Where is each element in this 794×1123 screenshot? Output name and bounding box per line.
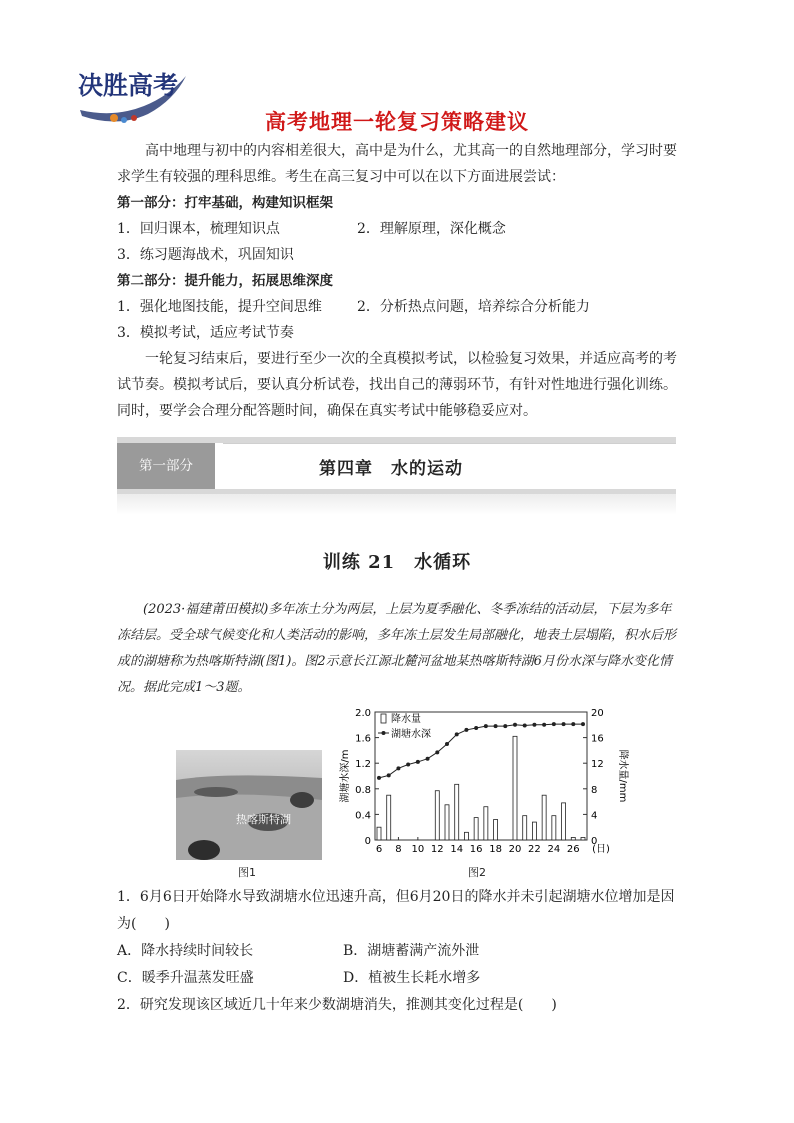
x-tick-label: 10: [411, 844, 425, 855]
depth-point: [484, 724, 488, 728]
part1-item: 2．理解原理，深化概念: [357, 221, 506, 237]
precip-bar: [552, 816, 556, 840]
part1-row: [117, 216, 677, 242]
left-tick-label: 0.8: [355, 784, 371, 796]
part2-heading: 第二部分：提升能力，拓展思维深度: [117, 273, 333, 289]
precip-bar: [435, 791, 439, 840]
photo-label: 热喀斯特湖: [236, 813, 291, 826]
depth-point: [562, 722, 566, 726]
question-intro: [117, 597, 677, 701]
page-title: 高考地理一轮复习策略建议: [265, 110, 529, 134]
strategy-text: [117, 138, 677, 424]
precip-bar: [377, 827, 381, 840]
depth-point: [387, 773, 391, 777]
depth-point: [542, 723, 546, 727]
figure2-caption: 图2: [468, 866, 486, 879]
legend-depth-label: 湖塘水深: [391, 729, 431, 740]
precip-bar: [532, 822, 536, 840]
part2-item: 3．模拟考试，适应考试节奏: [117, 325, 294, 341]
legend-precip-label: 降水量: [391, 714, 421, 725]
q1-options-row: [117, 965, 687, 992]
q1-option-c: C．暖季升温蒸发旺盛: [117, 970, 254, 986]
depth-point: [503, 724, 507, 728]
right-tick-label: 12: [591, 759, 604, 771]
thermokarst-lake-photo: [176, 750, 322, 860]
precip-bar: [387, 795, 391, 840]
part1-item: 3．练习题海战术，巩固知识: [117, 247, 294, 263]
part2-row: [117, 294, 677, 320]
part2-row: [117, 320, 677, 346]
left-tick-label: 1.6: [355, 733, 371, 745]
precip-bar: [494, 820, 498, 840]
right-tick-label: 20: [591, 708, 604, 719]
depth-point: [416, 760, 420, 764]
chapter-banner: [117, 437, 676, 515]
part1-row: [117, 242, 677, 268]
depth-point: [464, 728, 468, 732]
precip-bar: [455, 784, 459, 840]
figure1-caption: 图1: [238, 866, 256, 879]
q1-option-d: D．植被生长耗水增多: [343, 970, 481, 986]
x-tick-label: 24: [547, 844, 561, 855]
q1-option-b: B．湖塘蓄满产流外泄: [343, 943, 480, 959]
precip-bar: [474, 818, 478, 840]
part-label: 第一部分: [117, 443, 215, 489]
precip-bar: [562, 803, 566, 840]
depth-point: [377, 776, 381, 780]
depth-point: [532, 723, 536, 727]
right-tick-label: 0: [591, 836, 598, 847]
depth-point: [435, 750, 439, 754]
precip-bar: [581, 837, 585, 840]
precip-bar: [445, 805, 449, 840]
right-tick-label: 16: [591, 733, 604, 745]
x-tick-label: 8: [395, 844, 402, 855]
x-tick-label: 18: [489, 844, 502, 855]
precip-bar: [464, 832, 468, 840]
part2-item: 2．分析热点问题，培养综合分析能力: [357, 299, 590, 315]
depth-point: [406, 762, 410, 766]
depth-point: [474, 726, 478, 730]
closing-paragraph: 一轮复习结束后，要进行至少一次的全真模拟考试，以检验复习效果，并适应高考的考试节奏。模拟考试后，要认真分析试卷，找出自己的薄弱环节，有针对性地进行强化训练。同时，要学会合理分配答题时间，确保在真实考试中能够稳妥应对。: [117, 351, 677, 419]
left-tick-label: 2.0: [355, 708, 371, 719]
right-axis-label: 降水量/mm: [617, 749, 628, 803]
q2-stem: 2．研究发现该区域近几十年来少数湖塘消失，推测其变化过程是( ): [117, 997, 557, 1013]
part2-item: 1．强化地图技能，提升空间思维: [117, 299, 322, 315]
left-axis-label: 湖塘水深/m: [340, 749, 351, 803]
depth-point: [581, 722, 585, 726]
q1-stem: 1．6月6日开始降水导致湖塘水位迅速升高，但6月20日的降水并未引起湖塘水位增加是因为( ): [117, 889, 675, 932]
x-tick-label: 26: [566, 844, 580, 855]
legend-bar-swatch: [381, 714, 386, 723]
depth-point: [445, 742, 449, 746]
x-tick-label: 16: [469, 844, 483, 855]
svg-text:决胜高考: 决胜高考: [78, 71, 179, 100]
q1-option-a: A．降水持续时间较长: [117, 943, 254, 959]
x-tick-label: 12: [430, 844, 444, 855]
part1-heading: 第一部分：打牢基础，构建知识框架: [117, 195, 333, 211]
right-tick-label: 4: [591, 810, 598, 822]
q1-options-row: [117, 938, 687, 965]
depth-point: [396, 766, 400, 770]
precip-bar: [571, 837, 575, 840]
left-tick-label: 0.4: [355, 810, 371, 822]
depth-point: [523, 723, 527, 727]
depth-point: [552, 722, 556, 726]
x-tick-label: 20: [508, 844, 522, 855]
precip-bar: [542, 795, 546, 840]
question-intro-text: (2023·福建莆田模拟)多年冻土分为两层，上层为夏季融化、冬季冻结的活动层，下层为多年冻结层。受全球气候变化和人类活动的影响，多年冻土层发生局部融化，地表土层塌陷，积水后形成的湖塘称为热喀斯特湖(图1)。图2示意长江源北麓河盆地某热喀斯特湖6月份水深与降水变化情况。据此完成1～3题。: [117, 602, 677, 695]
depth-point: [513, 723, 517, 727]
left-tick-label: 0: [364, 836, 371, 847]
depth-point: [571, 722, 575, 726]
left-tick-label: 1.2: [355, 759, 371, 771]
water-depth-precipitation-chart: [330, 702, 630, 864]
questions: [117, 884, 687, 1019]
x-tick-label: 14: [450, 844, 464, 855]
depth-point: [426, 757, 430, 761]
x-axis-label: (日): [592, 844, 610, 855]
precip-bar: [513, 736, 517, 840]
depth-point: [455, 732, 459, 736]
right-tick-label: 8: [591, 784, 598, 796]
intro-paragraph: 高中地理与初中的内容相差很大，高中是为什么，尤其高一的自然地理部分，学习时要求学生有较强的理科思维。考生在高三复习中可以在以下方面进展尝试：: [117, 143, 677, 185]
depth-point: [494, 724, 498, 728]
precip-bar: [523, 816, 527, 840]
chapter-title: 第四章 水的运动: [319, 459, 463, 479]
legend-line-dot: [382, 731, 386, 735]
x-tick-label: 22: [528, 844, 541, 855]
x-tick-label: 6: [375, 844, 383, 855]
precip-bar: [484, 807, 488, 840]
part1-item: 1．回归课本，梳理知识点: [117, 221, 280, 237]
training-title: 训练 21 水循环: [322, 552, 472, 573]
